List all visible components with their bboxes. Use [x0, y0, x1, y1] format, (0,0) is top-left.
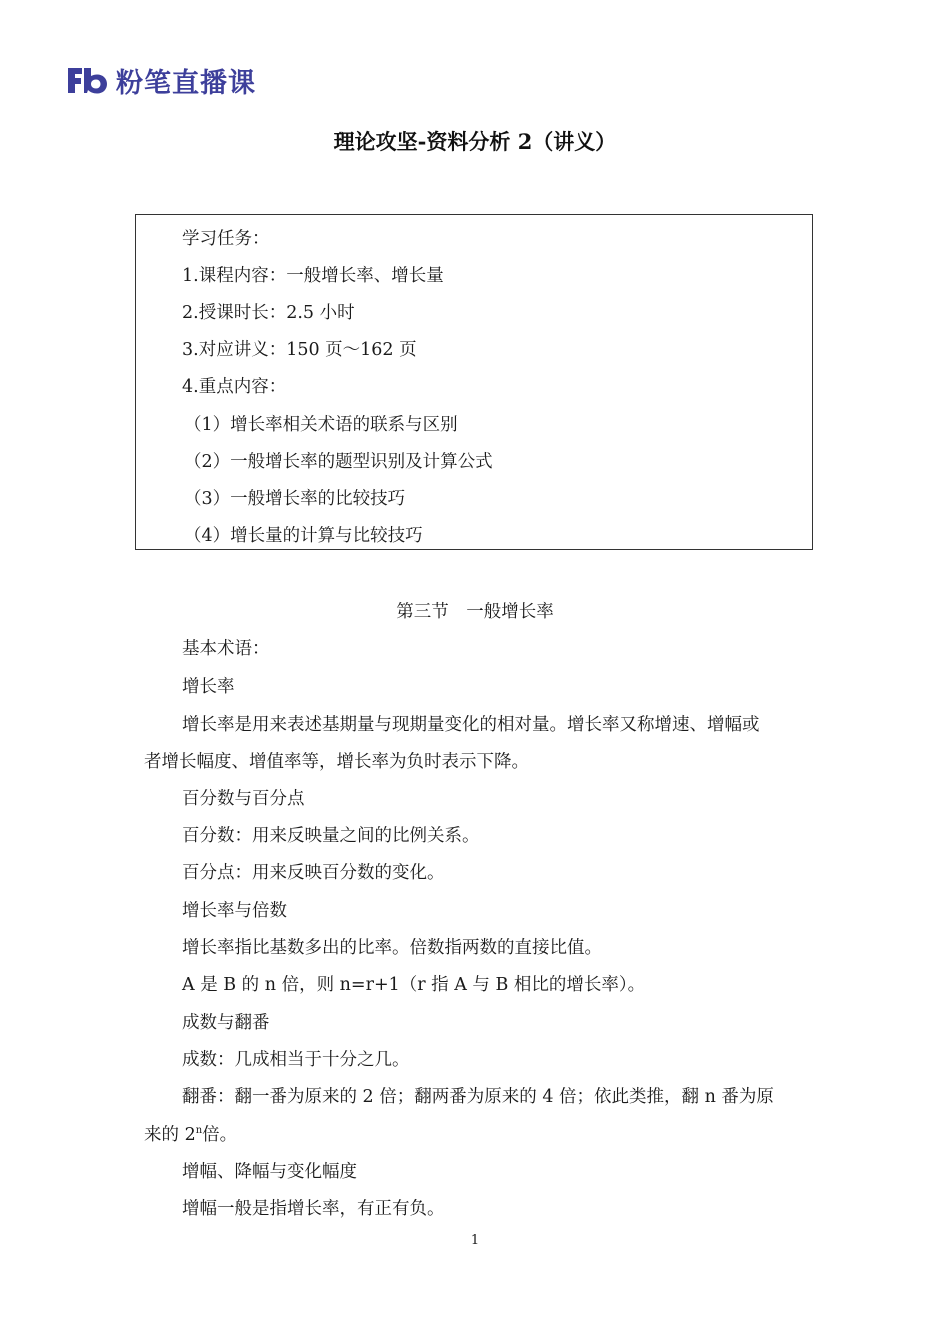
- brand-name: 粉笔直播课: [116, 67, 256, 99]
- task-sub-item: （3）一般增长率的比较技巧: [184, 489, 406, 509]
- text-span: 来的 2: [144, 1125, 196, 1145]
- paragraph-line: [144, 1121, 237, 1146]
- paragraph-line: 增长率指比基数多出的比率。倍数指两数的直接比值。: [182, 938, 602, 958]
- term-heading-percent: 百分数与百分点: [182, 789, 305, 809]
- paragraph-line: 成数：几成相当于十分之几。: [182, 1050, 410, 1070]
- task-sub-item: （2）一般增长率的题型识别及计算公式: [184, 452, 493, 472]
- paragraph-line: A 是 B 的 n 倍，则 n=r+1（r 指 A 与 B 相比的增长率）。: [182, 975, 646, 995]
- paragraph-line: 增长率是用来表述基期量与现期量变化的相对量。增长率又称增速、增幅或: [182, 715, 760, 735]
- page-number: 1: [470, 1233, 480, 1248]
- paragraph-line: 翻番：翻一番为原来的 2 倍；翻两番为原来的 4 倍；依此类推，翻 n 番为原: [182, 1087, 774, 1107]
- term-heading-multiple: 增长率与倍数: [182, 901, 287, 921]
- task-item: 1.课程内容：一般增长率、增长量: [182, 266, 444, 286]
- task-sub-item: （1）增长率相关术语的联系与区别: [184, 415, 458, 435]
- term-heading-cheng-fanfan: 成数与翻番: [182, 1013, 270, 1033]
- document-title: 理论攻坚-资料分析 2（讲义）: [333, 129, 617, 154]
- learning-task-box: [135, 214, 813, 550]
- basic-terms-label: 基本术语：: [182, 639, 270, 659]
- task-item: 3.对应讲义：150 页～162 页: [182, 340, 417, 360]
- task-heading: 学习任务：: [182, 229, 270, 249]
- term-heading-growth-rate: 增长率: [182, 677, 235, 697]
- fb-logo-icon: [66, 65, 110, 95]
- paragraph-line: 百分数：用来反映量之间的比例关系。: [182, 826, 480, 846]
- paragraph-line: 者增长幅度、增值率等，增长率为负时表示下降。: [144, 752, 529, 772]
- task-sub-item: （4）增长量的计算与比较技巧: [184, 526, 423, 546]
- section-heading: 第三节 一般增长率: [396, 602, 554, 622]
- task-item: 2.授课时长：2.5 小时: [182, 303, 355, 323]
- superscript-n: n: [195, 1125, 203, 1137]
- task-item: 4.重点内容：: [182, 377, 287, 397]
- text-span: 倍。: [202, 1125, 238, 1145]
- paragraph-line: 增幅一般是指增长率，有正有负。: [182, 1199, 445, 1219]
- brand-logo: [66, 62, 256, 98]
- term-heading-fudu: 增幅、降幅与变化幅度: [182, 1162, 357, 1182]
- paragraph-line: 百分点：用来反映百分数的变化。: [182, 863, 445, 883]
